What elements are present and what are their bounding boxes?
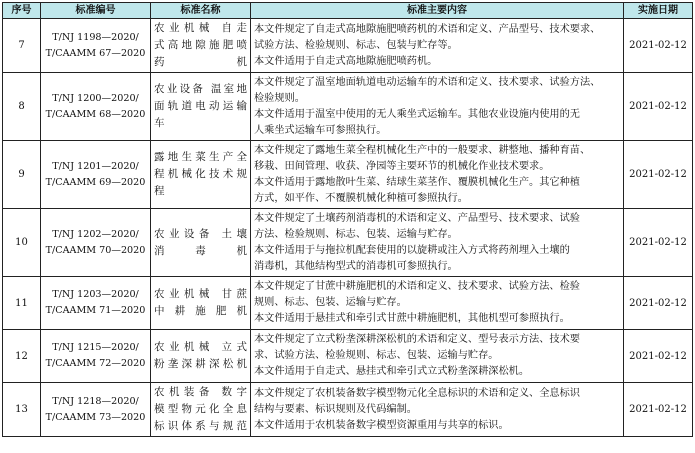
name-line: 车 [154,117,165,129]
content-line: 人乘坐式运输车可参照执行。 [254,124,387,136]
table-row [3,330,693,383]
row-date: 2021-02-12 [624,277,693,330]
row-date: 2021-02-12 [624,73,693,141]
row-content [251,330,624,383]
content-line: 检验规则。 [254,92,305,104]
name-line: 药机 [154,56,247,68]
code-line: T/NJ 1215—2020/ [52,342,139,353]
name-line: 程机械化技术规 [154,168,247,180]
row-date: 2021-02-12 [624,383,693,437]
content-line: 本文件规定了土壤药剂消毒机的术语和定义、产品型号、技术要求、试验 [254,212,580,224]
content-line: 本文件适用于露地散叶生菜、结球生菜茎作、覆膜机械化生产。其它种植 [254,176,580,188]
row-name [151,383,251,437]
code-line: T/CAAMM 73—2020 [45,411,146,423]
row-no: 10 [3,209,41,277]
content-line: 本文件规定了甘蔗中耕施肥机的术语和定义、技术要求、试验方法、检验 [254,281,580,292]
row-no: 11 [3,277,41,330]
name-line: 中耕施肥机 [154,305,247,317]
code-line: T/CAAMM 67—2020 [45,47,146,59]
row-name [151,19,251,73]
row-date: 2021-02-12 [624,330,693,383]
content-line: 本文件规定了农机装备数字模型物元化全息标识的术语和定义、全息标识 [254,387,580,399]
code-line: T/CAAMM 72—2020 [45,358,146,369]
content-line: 规则、标志、包装、运输与贮存。 [254,297,407,308]
content-line: 本文件适用于自走式高地隙施肥喷药机。 [254,55,438,67]
row-no: 13 [3,383,41,437]
row-no: 8 [3,73,41,141]
content-line: 本文件适用于自走式、悬挂式和牵引式立式粉垄深耕深松机。 [254,366,530,377]
row-code [41,141,151,209]
row-code [41,383,151,437]
row-name [151,277,251,330]
code-line: T/CAAMM 68—2020 [45,108,146,120]
row-content [251,383,624,437]
table-row [3,73,693,141]
code-line: T/CAAMM 70—2020 [45,244,146,256]
table-row [3,19,693,73]
content-line: 本文件规定了立式粉垄深耕深松机的术语和定义、型号表示方法、技术要 [254,334,580,345]
header-date: 实施日期 [624,3,693,19]
table-row [3,209,693,277]
header-no: 序号 [3,3,41,19]
content-line: 本文件适用于悬挂式和牵引式甘蔗中耕施肥机，其他机型可参照执行。 [254,313,570,324]
code-line: T/CAAMM 69—2020 [45,176,146,188]
row-code [41,209,151,277]
row-date: 2021-02-12 [624,19,693,73]
content-line: 试验方法、检验规则、标志、包装与贮存等。 [254,39,458,51]
name-line: 程 [154,185,165,197]
name-line: 农业设备 土壤 [154,227,247,240]
content-line: 方式，如平作、不覆膜机械化种植可参照执行。 [254,192,468,204]
content-line: 求、试验方法、检验规则、标志、包装、运输与贮存。 [254,350,499,361]
header-name: 标准名称 [151,3,251,19]
content-line: 结构与要素、标识规则及代码编制。 [254,403,417,415]
header-row [3,3,693,19]
name-line: 面轨道电动运输 [154,100,247,112]
content-line: 本文件适用于农机装备数字模型资源重用与共享的标识。 [254,419,509,431]
code-line: T/CAAMM 71—2020 [45,305,146,316]
content-line: 本文件适用于温室中使用的无人乘坐式运输车。其他农业设施内使用的无 [254,108,580,120]
name-line: 农业机械 甘蔗 [154,288,247,300]
content-line: 移栽、田间管理、收获、净园等主要环节的机械化作业技术要求。 [254,160,550,172]
content-line: 本文件规定了自走式高地隙施肥喷药机的术语和定义、产品型号、技术要求、 [254,23,601,35]
name-line: 农业机械 自走 [154,22,247,34]
row-content [251,277,624,330]
row-content [251,19,624,73]
name-line: 粉垄深耕深松机 [154,358,247,370]
content-line: 本文件规定了温室地面轨道电动运输车的术语和定义、技术要求、试验方法、 [254,76,601,88]
name-line: 农机装备 数字 [154,386,247,398]
code-line: T/NJ 1200—2020/ [52,92,139,104]
standards-table [2,2,693,437]
name-line: 露地生菜生产全 [154,151,247,163]
table-body [3,19,693,437]
row-no: 7 [3,19,41,73]
row-name [151,141,251,209]
content-line: 本文件适用于与拖拉机配套使用的以旋耕或注入方式将药剂埋入土壤的 [254,244,570,256]
row-content [251,73,624,141]
table-row [3,141,693,209]
code-line: T/NJ 1218—2020/ [52,395,139,407]
row-code [41,73,151,141]
row-name [151,73,251,141]
row-date: 2021-02-12 [624,209,693,277]
row-no: 12 [3,330,41,383]
table-row [3,383,693,437]
name-line: 农业设备 温室地 [154,83,247,95]
content-line: 本文件规定了露地生菜全程机械化生产中的一般要求、耕整地、播种育苗、 [254,144,591,156]
row-name [151,330,251,383]
code-line: T/NJ 1198—2020/ [52,31,139,43]
header-content: 标准主要内容 [251,3,624,19]
content-line: 消毒机，其他结构型式的消毒机可参照执行。 [254,260,458,272]
header-code: 标准编号 [41,3,151,19]
name-line: 模型物元化全息 [154,403,247,415]
name-line: 农业机械 立式 [154,341,247,353]
name-line: 标识体系与规范 [154,420,247,432]
name-line: 式高地隙施肥喷 [154,39,247,51]
code-line: T/NJ 1203—2020/ [52,289,139,300]
name-line: 消毒机 [154,244,247,257]
row-content [251,141,624,209]
content-line: 方法、检验规则、标志、包装、运输与贮存。 [254,228,458,240]
row-name [151,209,251,277]
row-code [41,277,151,330]
row-content [251,209,624,277]
row-no: 9 [3,141,41,209]
row-date: 2021-02-12 [624,141,693,209]
code-line: T/NJ 1201—2020/ [52,160,139,172]
row-code [41,19,151,73]
row-code [41,330,151,383]
table-row [3,277,693,330]
code-line: T/NJ 1202—2020/ [52,228,139,240]
